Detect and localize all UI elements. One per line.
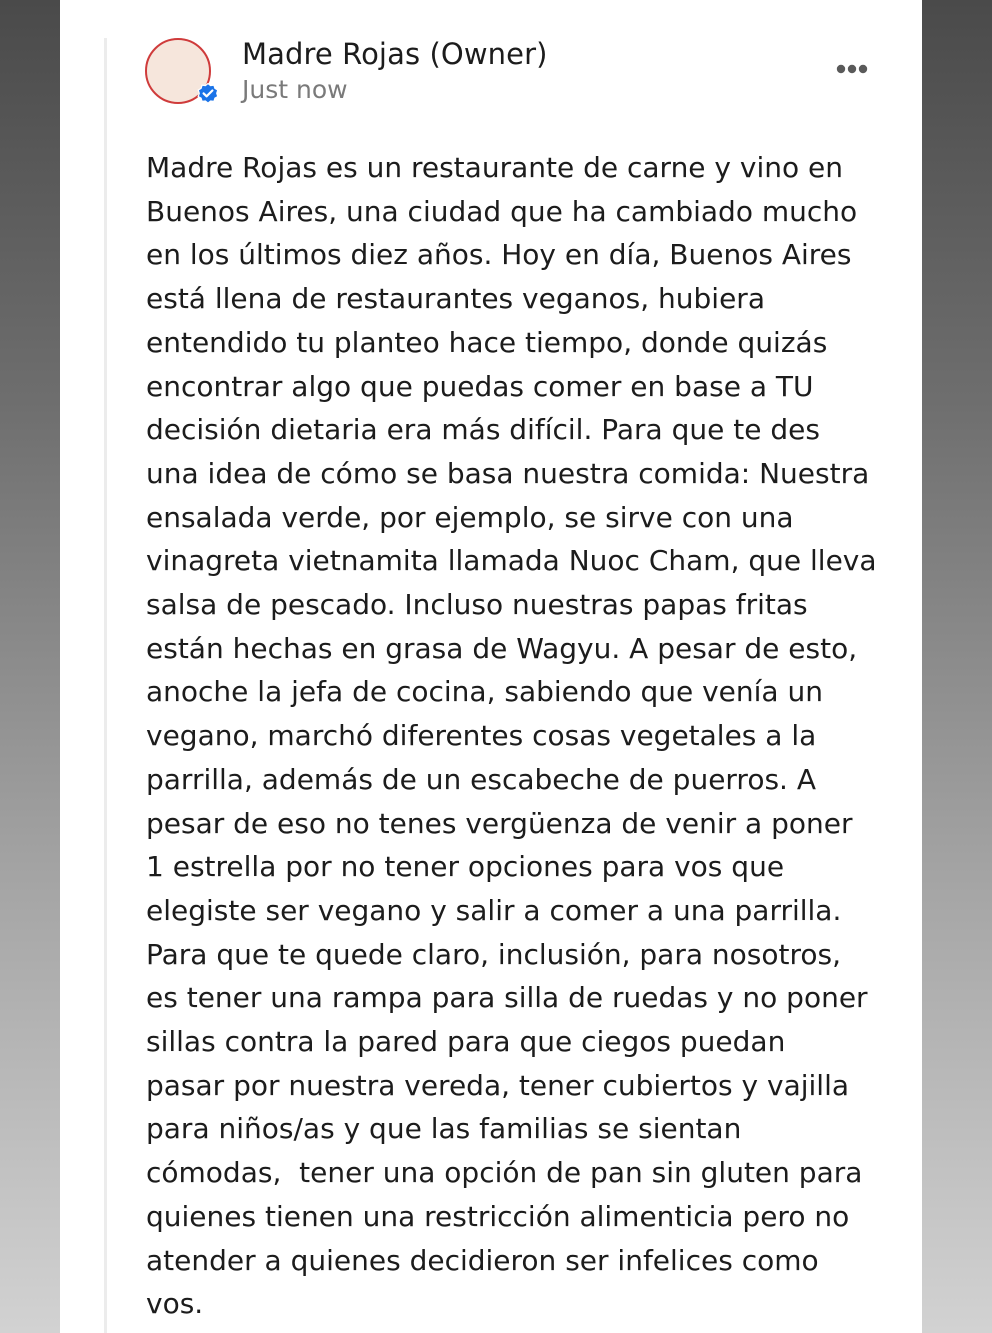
reply-text-line: entendido tu planteo hace tiempo, donde quizás [146,325,828,359]
reply-text-line: encontrar algo que puedas comer en base a TU [146,369,814,403]
reply-text-line: para niños/as y que las familias se sientan [146,1112,742,1146]
reply-text-line: pesar de eso no tenes vergüenza de venir a poner [146,806,853,840]
reply-text-line: es tener una rampa para silla de ruedas y no poner [146,981,868,1015]
reply-text-line: cómodas, tener una opción de pan sin gluten para [146,1156,863,1190]
reply-text-line: está llena de restaurantes veganos, hubiera [146,282,765,316]
reply-text-line: decisión dietaria era más difícil. Para que te des [146,413,820,447]
reply-text-line: Buenos Aires, una ciudad que ha cambiado mucho [146,194,858,228]
verified-badge-icon [196,82,220,106]
reply-text-line: salsa de pescado. Incluso nuestras papas fritas [146,588,808,622]
reply-text-line: vos. [146,1287,204,1321]
reply-text-line: anoche la jefa de cocina, sabiendo que venía un [146,675,823,709]
reply-text-line: atender a quienes decidieron ser infelices como [146,1243,819,1277]
more-options-icon [826,56,878,82]
reply-text-line: ensalada verde, por ejemplo, se sirve con una [146,500,794,534]
reply-text-line: están hechas en grasa de Wagyu. A pesar de esto, [146,631,858,665]
owner-name[interactable]: Madre Rojas (Owner) [242,37,548,71]
reply-timestamp: Just now [242,75,348,104]
reply-text-line: 1 estrella por no tener opciones para vos que [146,850,785,884]
owner-reply-text [146,146,886,1326]
reply-text-line: en los últimos diez años. Hoy en día, Buenos Aires [146,238,852,272]
reply-text-line: elegiste ser vegano y salir a comer a una parrilla. [146,893,842,927]
thread-line [104,38,107,1333]
reply-text-line: vinagreta vietnamita llamada Nuoc Cham, que lleva [146,544,877,578]
more-options-button[interactable] [826,56,878,82]
reply-text-line: parrilla, además de un escabeche de puerros. A [146,762,817,796]
reply-text-line: Madre Rojas es un restaurante de carne y vino en [146,151,844,184]
reply-text-line: Para que te quede claro, inclusión, para nosotros, [146,937,841,971]
reply-text-line: sillas contra la pared para que ciegos puedan [146,1025,786,1059]
reply-text-line: quienes tienen una restricción alimenticia pero no [146,1199,850,1233]
reply-text-line: una idea de cómo se basa nuestra comida: Nuestra [146,456,870,490]
reply-text-line: pasar por nuestra vereda, tener cubiertos y vajilla [146,1068,850,1102]
reply-text-line: vegano, marchó diferentes cosas vegetales a la [146,719,817,753]
